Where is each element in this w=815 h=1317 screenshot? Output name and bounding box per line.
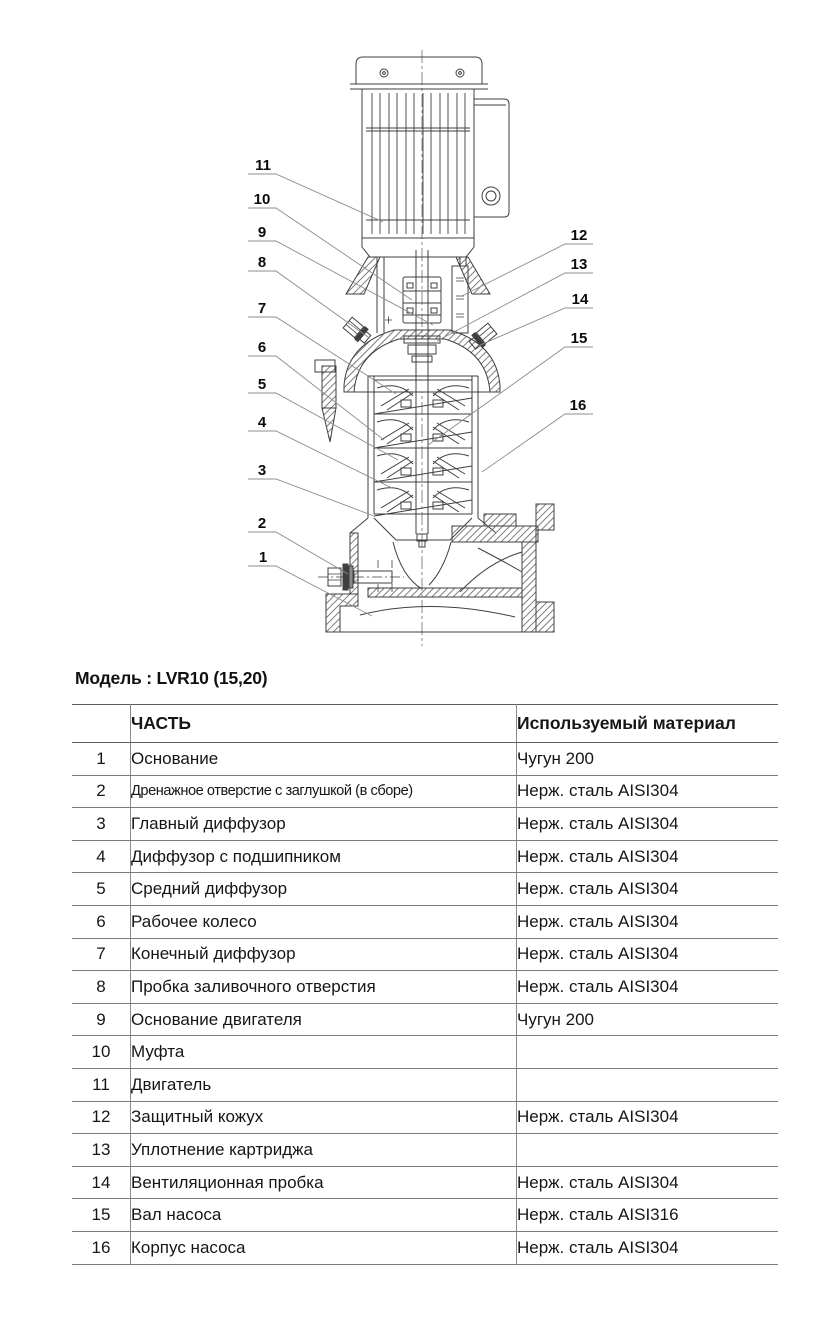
header-part: ЧАСТЬ [131, 705, 517, 743]
table-row [72, 1134, 778, 1167]
callout-label: 16 [569, 397, 587, 414]
fill-plug [342, 316, 372, 345]
table-row [72, 775, 778, 808]
part-number: 4 [72, 840, 131, 873]
table-row [72, 808, 778, 841]
part-material: Нерж. сталь AISI304 [517, 873, 779, 906]
part-name: Муфта [131, 1036, 517, 1069]
callout-label: 14 [571, 291, 589, 308]
table-row [72, 1036, 778, 1069]
callout-label: 9 [257, 224, 267, 241]
part-name: Рабочее колесо [131, 905, 517, 938]
part-name: Вентиляционная пробка [131, 1166, 517, 1199]
header-row [72, 705, 778, 743]
callout-label: 5 [257, 376, 267, 393]
part-name: Защитный кожух [131, 1101, 517, 1134]
part-number: 7 [72, 938, 131, 971]
table-row [72, 1101, 778, 1134]
part-name: Конечный диффузор [131, 938, 517, 971]
part-name: Основание двигателя [131, 1003, 517, 1036]
callout-label: 3 [257, 462, 267, 479]
leader-lines [248, 174, 593, 616]
part-number: 2 [72, 775, 131, 808]
leader-line [248, 208, 412, 300]
part-number: 16 [72, 1231, 131, 1264]
leader-line [437, 273, 593, 341]
part-material: Нерж. сталь AISI304 [517, 808, 779, 841]
leader-line [248, 479, 374, 516]
part-material: Нерж. сталь AISI304 [517, 1231, 779, 1264]
drain-plug [318, 564, 404, 590]
callout-label: 10 [253, 191, 271, 208]
part-material [517, 1068, 779, 1101]
parts-table [72, 704, 778, 1265]
part-name: Двигатель [131, 1068, 517, 1101]
motor-fan-cover [350, 57, 488, 89]
support-bracket [315, 360, 336, 442]
pump-drawing [315, 57, 554, 632]
table-row [72, 1068, 778, 1101]
part-material: Нерж. сталь AISI304 [517, 840, 779, 873]
part-name: Вал насоса [131, 1199, 517, 1232]
leader-line [482, 414, 593, 472]
callout-label: 7 [257, 300, 267, 317]
part-material: Нерж. сталь AISI316 [517, 1199, 779, 1232]
header-number [72, 705, 131, 743]
table-row [72, 873, 778, 906]
table-row [72, 1003, 778, 1036]
callout-label: 13 [570, 256, 588, 273]
part-number: 14 [72, 1166, 131, 1199]
table-row [72, 1166, 778, 1199]
part-number: 1 [72, 743, 131, 776]
part-name: Средний диффузор [131, 873, 517, 906]
part-material: Нерж. сталь AISI304 [517, 905, 779, 938]
part-material: Нерж. сталь AISI304 [517, 971, 779, 1004]
callout-label: 12 [570, 227, 588, 244]
table-row [72, 743, 778, 776]
model-title: Модель : LVR10 (15,20) [75, 668, 268, 688]
motor-terminal-box [474, 99, 509, 217]
header-material: Используемый материал [517, 705, 779, 743]
table-row [72, 1199, 778, 1232]
callout-label: 6 [257, 339, 267, 356]
part-material [517, 1036, 779, 1069]
part-name: Пробка заливочного отверстия [131, 971, 517, 1004]
part-name: Корпус насоса [131, 1231, 517, 1264]
table-row [72, 840, 778, 873]
part-material: Чугун 200 [517, 743, 779, 776]
part-material: Нерж. сталь AISI304 [517, 938, 779, 971]
part-material: Нерж. сталь AISI304 [517, 1166, 779, 1199]
table-row [72, 905, 778, 938]
part-number: 13 [72, 1134, 131, 1167]
table-row [72, 938, 778, 971]
parts-table-header [72, 705, 778, 743]
part-name: Диффузор с подшипником [131, 840, 517, 873]
part-material: Нерж. сталь AISI304 [517, 1101, 779, 1134]
part-number: 6 [72, 905, 131, 938]
part-name: Главный диффузор [131, 808, 517, 841]
callout-label: 11 [255, 157, 271, 174]
part-name: Основание [131, 743, 517, 776]
part-number: 3 [72, 808, 131, 841]
callout-label: 1 [258, 549, 268, 566]
parts-table-body [72, 743, 778, 1265]
part-number: 10 [72, 1036, 131, 1069]
part-material [517, 1134, 779, 1167]
part-material: Нерж. сталь AISI304 [517, 775, 779, 808]
leader-line [248, 241, 433, 325]
callout-label: 4 [257, 414, 267, 431]
part-number: 5 [72, 873, 131, 906]
motor-body [362, 89, 474, 238]
callout-label: 15 [570, 330, 588, 347]
part-number: 9 [72, 1003, 131, 1036]
part-material: Чугун 200 [517, 1003, 779, 1036]
table-row [72, 1231, 778, 1264]
part-number: 12 [72, 1101, 131, 1134]
part-name: Уплотнение картриджа [131, 1134, 517, 1167]
part-name: Дренажное отверстие с заглушкой (в сборе) [131, 775, 517, 808]
table-row [72, 971, 778, 1004]
callout-label: 8 [257, 254, 267, 271]
part-number: 15 [72, 1199, 131, 1232]
callout-label: 2 [257, 515, 267, 532]
part-number: 11 [72, 1068, 131, 1101]
part-number: 8 [72, 971, 131, 1004]
